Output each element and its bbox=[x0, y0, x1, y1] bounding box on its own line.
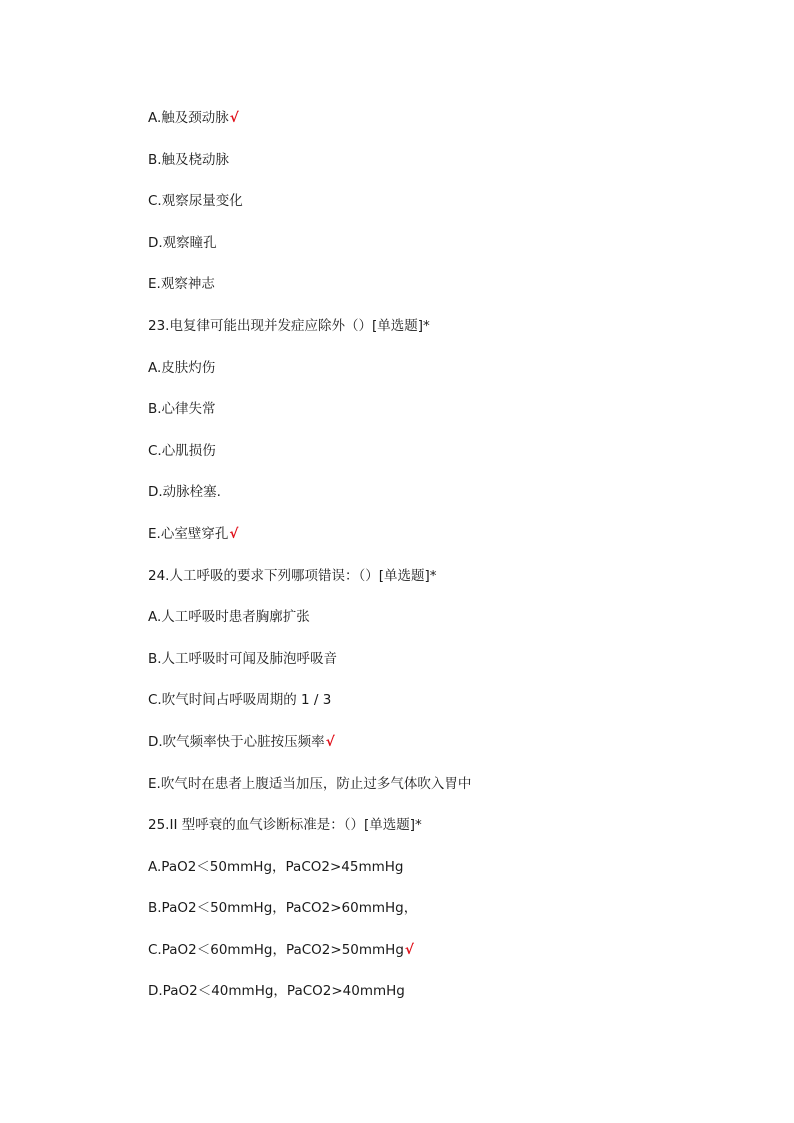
question-stem bbox=[148, 813, 748, 855]
answer-option bbox=[148, 397, 748, 439]
correct-check-icon: √ bbox=[229, 525, 239, 542]
line-text: E.吹气时在患者上腹适当加压，防止过多气体吹入胃中 bbox=[148, 775, 472, 792]
answer-option bbox=[148, 522, 748, 564]
line-text: B.PaO2＜50mmHg，PaCO2>60mmHg， bbox=[148, 900, 418, 917]
line-text: D.PaO2＜40mmHg，PaCO2>40mmHg bbox=[148, 983, 405, 1000]
line-text: A.触及颈动脉 bbox=[148, 110, 229, 126]
line-text: D.动脉栓塞. bbox=[148, 484, 221, 501]
question-list bbox=[148, 106, 748, 1021]
line-text: 24.人工呼吸的要求下列哪项错误：（）[单选题]* bbox=[148, 567, 437, 584]
answer-option bbox=[148, 730, 748, 772]
answer-option bbox=[148, 356, 748, 398]
line-text: B.心律失常 bbox=[148, 401, 216, 418]
answer-option bbox=[148, 148, 748, 190]
line-text: A.人工呼吸时患者胸廓扩张 bbox=[148, 609, 310, 626]
line-text: C.PaO2＜60mmHg，PaCO2>50mmHg bbox=[148, 941, 404, 958]
answer-option bbox=[148, 189, 748, 231]
answer-option bbox=[148, 896, 748, 938]
line-text: 25.II 型呼衰的血气诊断标准是：（）[单选题]* bbox=[148, 817, 422, 834]
answer-option bbox=[148, 688, 748, 730]
answer-option bbox=[148, 979, 748, 1021]
line-text: B.触及桡动脉 bbox=[148, 151, 230, 168]
line-text: A.皮肤灼伤 bbox=[148, 359, 216, 376]
answer-option bbox=[148, 772, 748, 814]
answer-option bbox=[148, 106, 748, 148]
correct-check-icon: √ bbox=[229, 110, 239, 126]
answer-option bbox=[148, 855, 748, 897]
line-text: E.心室壁穿孔 bbox=[148, 525, 229, 542]
answer-option bbox=[148, 938, 748, 980]
line-text: C.观察尿量变化 bbox=[148, 193, 243, 210]
question-stem bbox=[148, 314, 748, 356]
question-stem bbox=[148, 564, 748, 606]
answer-option bbox=[148, 480, 748, 522]
line-text: C.心肌损伤 bbox=[148, 442, 216, 459]
line-text: A.PaO2＜50mmHg，PaCO2>45mmHg bbox=[148, 858, 404, 875]
answer-option bbox=[148, 439, 748, 481]
correct-check-icon: √ bbox=[325, 733, 335, 750]
answer-option bbox=[148, 231, 748, 273]
line-text: 23.电复律可能出现并发症应除外（）[单选题]* bbox=[148, 317, 430, 334]
answer-option bbox=[148, 272, 748, 314]
answer-option bbox=[148, 605, 748, 647]
line-text: C.吹气时间占呼吸周期的 1 / 3 bbox=[148, 692, 332, 709]
line-text: B.人工呼吸时可闻及肺泡呼吸音 bbox=[148, 650, 338, 667]
line-text: E.观察神志 bbox=[148, 276, 215, 293]
answer-option bbox=[148, 647, 748, 689]
correct-check-icon: √ bbox=[404, 941, 414, 958]
line-text: D.吹气频率快于心脏按压频率 bbox=[148, 733, 325, 750]
line-text: D.观察瞳孔 bbox=[148, 234, 217, 251]
